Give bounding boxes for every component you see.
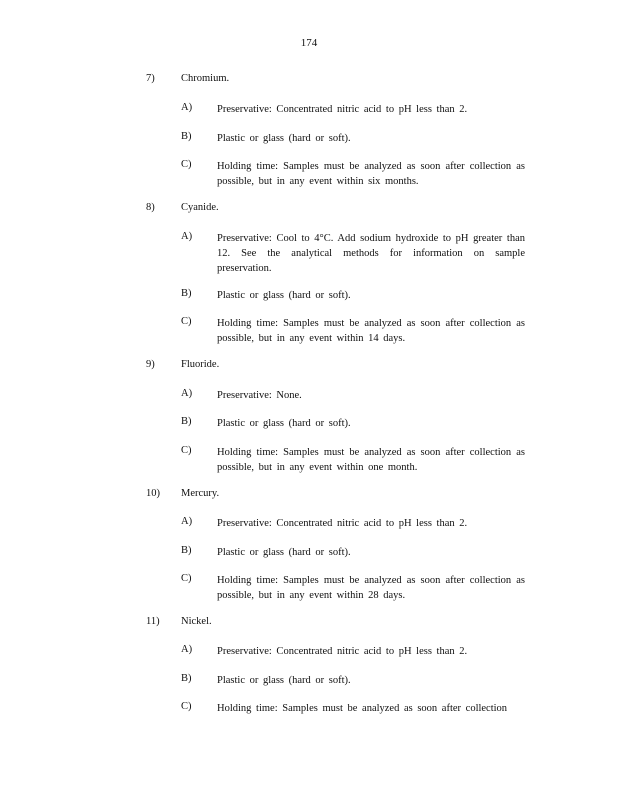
section-number: 10): [146, 488, 160, 499]
item-letter: A): [181, 644, 193, 655]
item-letter: A): [181, 102, 193, 113]
section-title: Nickel.: [181, 616, 212, 627]
item-letter: A): [181, 231, 193, 242]
item-letter: C): [181, 316, 192, 327]
section-title: Mercury.: [181, 488, 220, 499]
item-letter: B): [181, 288, 192, 299]
item-text: Preservative: Cool to 4°C. Add sodium hydroxide to pH greater than 12. See the analytical methods for information on sample preservation.: [217, 233, 525, 274]
section-number: 8): [146, 202, 155, 213]
item-text: Holding time: Samples must be analyzed as soon after collection as possible, but in any event within 28 days.: [217, 575, 525, 601]
item-letter: C): [181, 159, 192, 170]
item-text: Plastic or glass (hard or soft).: [217, 418, 351, 429]
item-letter: B): [181, 545, 192, 556]
item-text: Preservative: Concentrated nitric acid to pH less than 2.: [217, 646, 468, 657]
section-title: Cyanide.: [181, 202, 219, 213]
item-text: Preservative: None.: [217, 390, 302, 401]
item-letter: C): [181, 573, 192, 584]
item-text: Holding time: Samples must be analyzed as soon after collection as possible, but in any event within 14 days.: [217, 318, 525, 344]
item-text: Plastic or glass (hard or soft).: [217, 547, 351, 558]
section-number: 9): [146, 359, 155, 370]
item-text: Holding time: Samples must be analyzed as soon after collection as possible, but in any event within one month.: [217, 447, 525, 473]
item-letter: B): [181, 131, 192, 142]
item-text: Plastic or glass (hard or soft).: [217, 675, 351, 686]
section-title: Fluoride.: [181, 359, 220, 370]
item-text: Plastic or glass (hard or soft).: [217, 290, 351, 301]
page-number: 174: [300, 37, 318, 49]
item-letter: C): [181, 445, 192, 456]
section-number: 11): [146, 616, 160, 627]
item-letter: C): [181, 701, 192, 712]
item-text: Plastic or glass (hard or soft).: [217, 133, 351, 144]
item-letter: A): [181, 516, 193, 527]
item-text: Holding time: Samples must be analyzed as soon after collection: [217, 703, 508, 714]
section-number: 7): [146, 73, 155, 84]
item-letter: B): [181, 416, 192, 427]
item-text: Preservative: Concentrated nitric acid to pH less than 2.: [217, 104, 468, 115]
item-text: Holding time: Samples must be analyzed as soon after collection as possible, but in any event within six months.: [217, 161, 525, 187]
item-letter: B): [181, 673, 192, 684]
section-title: Chromium.: [181, 73, 230, 84]
item-text: Preservative: Concentrated nitric acid to pH less than 2.: [217, 518, 468, 529]
item-letter: A): [181, 388, 193, 399]
